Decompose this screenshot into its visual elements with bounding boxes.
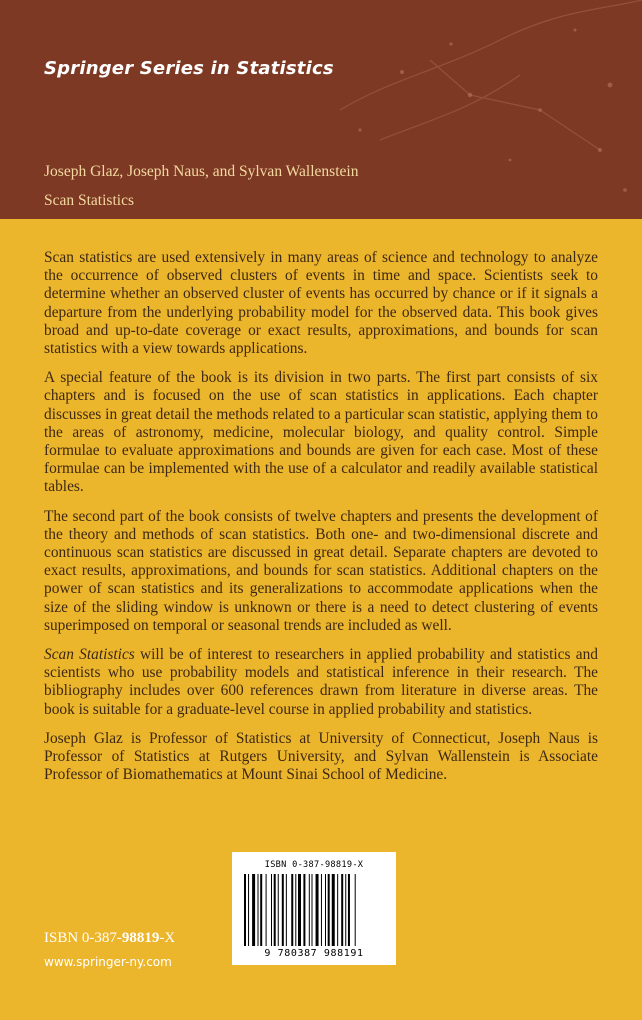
barcode-bar (303, 874, 305, 946)
paragraph: Joseph Glaz is Professor of Statistics at University of Connecticut, Joseph Naus is Professor of Statistics at Rutgers University, and Sylvan Wallenstein is Associate Professor of Biomathematics at Mount Sinai School of Medicine. (44, 729, 598, 784)
barcode-bar (345, 874, 346, 946)
book-title-inline: Scan Statistics (44, 646, 135, 664)
description (44, 249, 598, 795)
isbn (44, 930, 175, 947)
barcode-bar (355, 874, 356, 946)
paragraph: The second part of the book consists of twelve chapters and presents the development of the theory and methods of scan statistics. Both one- and two-dimensional discrete and continuous scan statistics are discussed in great detail. Separate chapters are devoted to exact results, approximations, and bounds for scan statistics. Additional chapters on the power of scan statistics and its generalizations to accommodate applications when the size of the sliding window is unknown or there is a need to detect clustering of events superimposed on temporal or seasonal trends are included as well. (44, 507, 598, 634)
barcode-bar (282, 874, 284, 946)
barcode-bar (341, 874, 343, 946)
barcode (232, 852, 396, 965)
barcode-bar (252, 874, 255, 946)
paragraph-text: will be of interest to researchers in applied probability and statistics and scientists who use probability models and statistical inference in their research. The bibliography includes over 600 references drawn from literature in diverse areas. The book is suitable for a graduate-level course in applied probability and statistics. (44, 646, 598, 718)
barcode-bar (295, 874, 296, 946)
series-title: Springer Series in Statistics (44, 58, 334, 79)
barcode-bar (274, 874, 276, 946)
authors: Joseph Glaz, Joseph Naus, and Sylvan Wallenstein (44, 163, 359, 180)
barcode-bar (266, 874, 267, 946)
barcode-bars (244, 874, 384, 946)
barcode-bar (260, 874, 262, 946)
isbn-suffix: -X (159, 930, 176, 946)
barcode-bar (286, 874, 287, 946)
paragraph (44, 646, 598, 719)
header-band (0, 0, 642, 219)
barcode-bar (332, 874, 335, 946)
barcode-bar (298, 874, 301, 946)
barcode-bar (348, 874, 350, 946)
paragraph: A special feature of the book is its division in two parts. The first part consists of six chapters and is focused on the use of scan statistics in applications. Each chapter discusses in great detail the methods related to a particular scan statistic, applying them to the areas of astronomy, medicine, molecular biology, and quality control. Simple formulae to evaluate approximations and bounds are given for each case. Most of these formulae can be implemented with the use of a calculator and readily available statistical tables. (44, 369, 598, 496)
barcode-bar (337, 874, 338, 946)
barcode-bar (244, 874, 246, 946)
barcode-bar (328, 874, 330, 946)
barcode-bar (312, 874, 313, 946)
barcode-number: 9 780387 988191 (264, 948, 364, 959)
barcode-isbn-label: ISBN 0-387-98819-X (264, 860, 364, 870)
barcode-bar (309, 874, 310, 946)
barcode-bar (316, 874, 319, 946)
book-title: Scan Statistics (44, 192, 134, 209)
barcode-bar (248, 874, 249, 946)
barcode-bar (291, 874, 293, 946)
isbn-prefix: ISBN 0-387- (44, 930, 122, 946)
barcode-bar (258, 874, 259, 946)
barcode-bar (271, 874, 272, 946)
barcode-bar (325, 874, 326, 946)
constellation-decoration (0, 0, 642, 219)
website: www.springer-ny.com (44, 955, 172, 969)
isbn-bold: 98819 (121, 930, 160, 946)
barcode-bar (321, 874, 322, 946)
barcode-bar (278, 874, 279, 946)
paragraph: Scan statistics are used extensively in many areas of science and technology to analyze the occurrence of observed clusters of events in time and space. Scientists seek to determine whether an observed cluster of events has occurred by chance or if it signals a departure from the underlying probability model for the observed data. This book gives broad and up-to-date coverage or exact results, approximations, and bounds for scan statistics with a view towards applications. (44, 249, 598, 358)
